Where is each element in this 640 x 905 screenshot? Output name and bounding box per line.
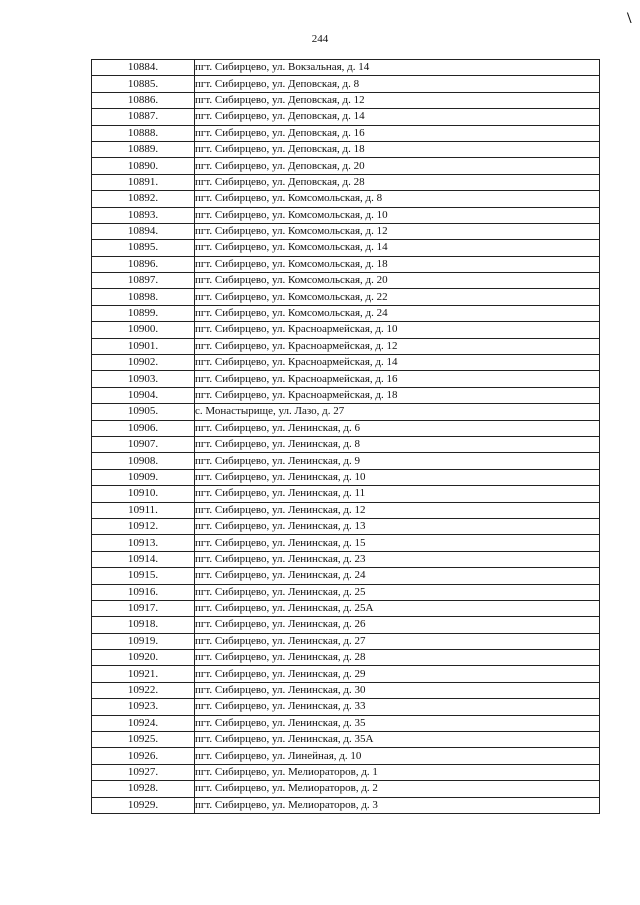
- table-row: [92, 387, 600, 403]
- table-row: [92, 715, 600, 731]
- row-address: пгт. Сибирцево, ул. Ленинская, д. 23: [195, 551, 600, 567]
- row-number: 10895.: [92, 240, 195, 256]
- row-number: 10910.: [92, 486, 195, 502]
- row-address: пгт. Сибирцево, ул. Комсомольская, д. 12: [195, 223, 600, 239]
- row-address: пгт. Сибирцево, ул. Ленинская, д. 9: [195, 453, 600, 469]
- table-row: [92, 371, 600, 387]
- table-row: [92, 322, 600, 338]
- row-address: пгт. Сибирцево, ул. Ленинская, д. 25: [195, 584, 600, 600]
- row-number: 10904.: [92, 387, 195, 403]
- table-row: [92, 453, 600, 469]
- table-row: [92, 502, 600, 518]
- row-address: пгт. Сибирцево, ул. Ленинская, д. 8: [195, 436, 600, 452]
- row-address: пгт. Сибирцево, ул. Деповская, д. 12: [195, 92, 600, 108]
- table-row: [92, 699, 600, 715]
- table-row: [92, 535, 600, 551]
- row-address: пгт. Сибирцево, ул. Ленинская, д. 26: [195, 617, 600, 633]
- row-number: 10923.: [92, 699, 195, 715]
- table-row: [92, 748, 600, 764]
- row-number: 10896.: [92, 256, 195, 272]
- row-number: 10926.: [92, 748, 195, 764]
- row-address: пгт. Сибирцево, ул. Комсомольская, д. 24: [195, 305, 600, 321]
- row-number: 10892.: [92, 191, 195, 207]
- table-row: [92, 338, 600, 354]
- row-number: 10920.: [92, 650, 195, 666]
- table-row: [92, 764, 600, 780]
- row-address: пгт. Сибирцево, ул. Красноармейская, д. 14: [195, 355, 600, 371]
- table-row: [92, 289, 600, 305]
- row-address: пгт. Сибирцево, ул. Комсомольская, д. 8: [195, 191, 600, 207]
- row-address: пгт. Сибирцево, ул. Красноармейская, д. 18: [195, 387, 600, 403]
- table-row: [92, 436, 600, 452]
- table-row: [92, 174, 600, 190]
- address-table: [91, 59, 600, 814]
- table-row: [92, 240, 600, 256]
- row-address: пгт. Сибирцево, ул. Деповская, д. 28: [195, 174, 600, 190]
- table-row: [92, 584, 600, 600]
- row-address: пгт. Сибирцево, ул. Линейная, д. 10: [195, 748, 600, 764]
- row-address: пгт. Сибирцево, ул. Ленинская, д. 24: [195, 568, 600, 584]
- row-number: 10894.: [92, 223, 195, 239]
- row-number: 10911.: [92, 502, 195, 518]
- row-number: 10900.: [92, 322, 195, 338]
- table-row: [92, 207, 600, 223]
- table-row: [92, 666, 600, 682]
- table-row: [92, 256, 600, 272]
- row-address: пгт. Сибирцево, ул. Ленинская, д. 15: [195, 535, 600, 551]
- row-address: пгт. Сибирцево, ул. Красноармейская, д. 16: [195, 371, 600, 387]
- table-row: [92, 551, 600, 567]
- row-number: 10891.: [92, 174, 195, 190]
- row-number: 10922.: [92, 682, 195, 698]
- row-number: 10901.: [92, 338, 195, 354]
- row-address: пгт. Сибирцево, ул. Красноармейская, д. 10: [195, 322, 600, 338]
- row-number: 10905.: [92, 404, 195, 420]
- row-address: пгт. Сибирцево, ул. Ленинская, д. 6: [195, 420, 600, 436]
- row-address: пгт. Сибирцево, ул. Ленинская, д. 33: [195, 699, 600, 715]
- row-number: 10915.: [92, 568, 195, 584]
- table-row: [92, 125, 600, 141]
- table-row: [92, 732, 600, 748]
- row-number: 10916.: [92, 584, 195, 600]
- row-number: 10884.: [92, 60, 195, 76]
- row-number: 10928.: [92, 781, 195, 797]
- row-address: пгт. Сибирцево, ул. Красноармейская, д. 12: [195, 338, 600, 354]
- row-address: пгт. Сибирцево, ул. Мелиораторов, д. 3: [195, 797, 600, 813]
- row-address: пгт. Сибирцево, ул. Комсомольская, д. 10: [195, 207, 600, 223]
- row-number: 10887.: [92, 109, 195, 125]
- row-number: 10912.: [92, 518, 195, 534]
- table-row: [92, 600, 600, 616]
- page-number: 244: [311, 33, 329, 45]
- table-row: [92, 158, 600, 174]
- row-address: пгт. Сибирцево, ул. Комсомольская, д. 22: [195, 289, 600, 305]
- row-address: пгт. Сибирцево, ул. Деповская, д. 8: [195, 76, 600, 92]
- table-row: [92, 141, 600, 157]
- row-address: пгт. Сибирцево, ул. Ленинская, д. 25А: [195, 600, 600, 616]
- row-address: пгт. Сибирцево, ул. Мелиораторов, д. 2: [195, 781, 600, 797]
- table-row: [92, 518, 600, 534]
- table-row: [92, 633, 600, 649]
- row-address: пгт. Сибирцево, ул. Комсомольская, д. 18: [195, 256, 600, 272]
- row-address: пгт. Сибирцево, ул. Ленинская, д. 10: [195, 469, 600, 485]
- row-address: пгт. Сибирцево, ул. Ленинская, д. 30: [195, 682, 600, 698]
- row-number: 10913.: [92, 535, 195, 551]
- row-number: 10909.: [92, 469, 195, 485]
- row-number: 10917.: [92, 600, 195, 616]
- table-row: [92, 273, 600, 289]
- row-address: пгт. Сибирцево, ул. Ленинская, д. 28: [195, 650, 600, 666]
- row-address: пгт. Сибирцево, ул. Ленинская, д. 11: [195, 486, 600, 502]
- row-address: пгт. Сибирцево, ул. Вокзальная, д. 14: [195, 60, 600, 76]
- row-number: 10899.: [92, 305, 195, 321]
- row-number: 10898.: [92, 289, 195, 305]
- row-number: 10907.: [92, 436, 195, 452]
- table-row: [92, 109, 600, 125]
- row-address: пгт. Сибирцево, ул. Ленинская, д. 13: [195, 518, 600, 534]
- table-row: [92, 797, 600, 813]
- row-number: 10889.: [92, 141, 195, 157]
- row-number: 10925.: [92, 732, 195, 748]
- row-address: пгт. Сибирцево, ул. Ленинская, д. 35: [195, 715, 600, 731]
- address-table-body: [92, 60, 600, 814]
- row-address: пгт. Сибирцево, ул. Деповская, д. 16: [195, 125, 600, 141]
- row-number: 10888.: [92, 125, 195, 141]
- row-number: 10929.: [92, 797, 195, 813]
- row-number: 10919.: [92, 633, 195, 649]
- row-number: 10903.: [92, 371, 195, 387]
- row-number: 10921.: [92, 666, 195, 682]
- table-row: [92, 420, 600, 436]
- row-address: пгт. Сибирцево, ул. Деповская, д. 20: [195, 158, 600, 174]
- row-number: 10893.: [92, 207, 195, 223]
- row-address: пгт. Сибирцево, ул. Ленинская, д. 35А: [195, 732, 600, 748]
- table-row: [92, 617, 600, 633]
- row-address: пгт. Сибирцево, ул. Комсомольская, д. 14: [195, 240, 600, 256]
- table-row: [92, 191, 600, 207]
- row-number: 10885.: [92, 76, 195, 92]
- row-address: пгт. Сибирцево, ул. Ленинская, д. 27: [195, 633, 600, 649]
- row-number: 10918.: [92, 617, 195, 633]
- row-address: пгт. Сибирцево, ул. Деповская, д. 14: [195, 109, 600, 125]
- table-row: [92, 92, 600, 108]
- row-number: 10886.: [92, 92, 195, 108]
- row-address: пгт. Сибирцево, ул. Деповская, д. 18: [195, 141, 600, 157]
- row-number: 10927.: [92, 764, 195, 780]
- table-row: [92, 682, 600, 698]
- row-number: 10897.: [92, 273, 195, 289]
- row-number: 10902.: [92, 355, 195, 371]
- row-address: с. Монастырище, ул. Лазо, д. 27: [195, 404, 600, 420]
- table-row: [92, 355, 600, 371]
- table-row: [92, 486, 600, 502]
- row-number: 10890.: [92, 158, 195, 174]
- corner-mark: \: [627, 10, 632, 27]
- table-row: [92, 568, 600, 584]
- table-row: [92, 305, 600, 321]
- row-address: пгт. Сибирцево, ул. Комсомольская, д. 20: [195, 273, 600, 289]
- table-row: [92, 650, 600, 666]
- row-address: пгт. Сибирцево, ул. Ленинская, д. 29: [195, 666, 600, 682]
- row-number: 10908.: [92, 453, 195, 469]
- row-address: пгт. Сибирцево, ул. Мелиораторов, д. 1: [195, 764, 600, 780]
- table-row: [92, 60, 600, 76]
- table-row: [92, 223, 600, 239]
- row-address: пгт. Сибирцево, ул. Ленинская, д. 12: [195, 502, 600, 518]
- table-row: [92, 404, 600, 420]
- table-row: [92, 781, 600, 797]
- row-number: 10924.: [92, 715, 195, 731]
- table-row: [92, 469, 600, 485]
- row-number: 10906.: [92, 420, 195, 436]
- table-row: [92, 76, 600, 92]
- row-number: 10914.: [92, 551, 195, 567]
